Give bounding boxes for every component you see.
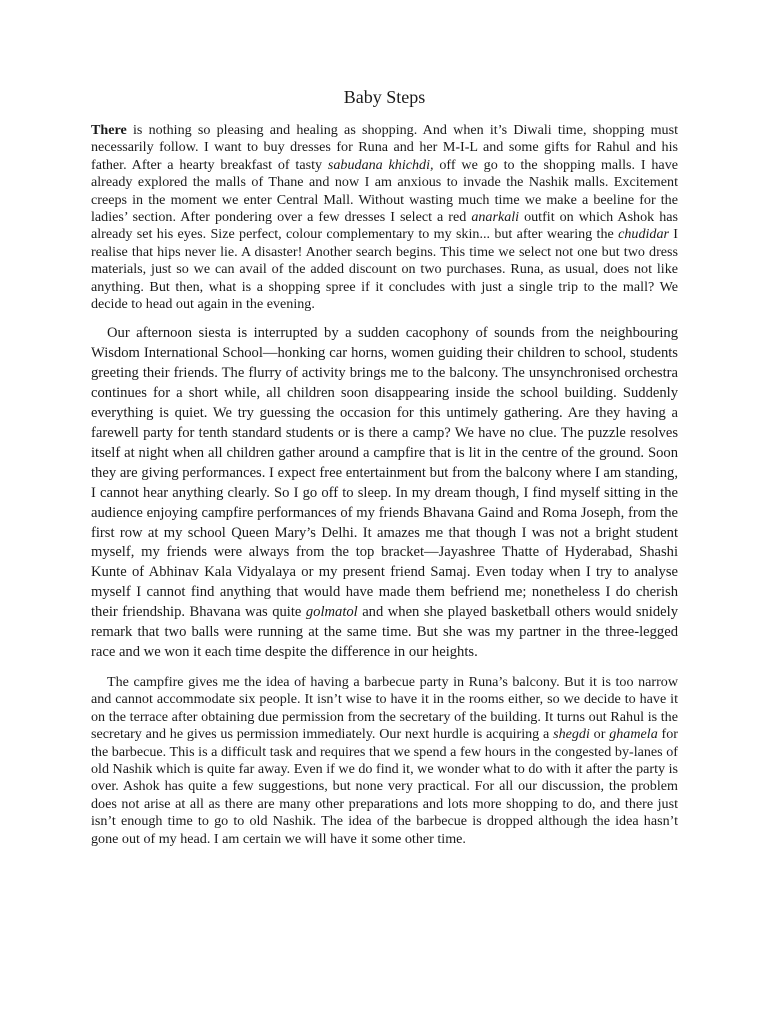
italic-term: shegdi (553, 726, 590, 743)
text-run: outfit on which Ashok has already set his eyes. Size perfect, colour complementary to my skin... but after wearing the (91, 209, 678, 243)
paragraph-3 (91, 674, 678, 848)
text-run: off we go to the shopping malls. I have already explored the malls of Thane and now I am anxious to invade the Nashik malls. Excitement creeps in the moment we enter Central Mall. Without wasting much time we make a beeline for the ladies’ section. After pondering over a few dresses I select a red (91, 156, 678, 226)
paragraph-1 (91, 122, 678, 313)
document-title: Baby Steps (343, 87, 426, 107)
lead-word: There (91, 122, 127, 138)
paragraph-2 (91, 324, 678, 662)
italic-term: chudidar (618, 226, 669, 243)
italic-term: sabudana khichdi, (327, 156, 434, 173)
text-run: I realise that hips never lie. A disaster! Another search begins. This time we select not one but two dress materials, just so we can avail of the added discount on two purchases. Runa, as usual, does not like anything. But then, what is a shopping spree if it concludes with just a single trip to the mall? We decide to head out again in the evening. (91, 226, 679, 313)
italic-term: golmatol (305, 604, 358, 621)
text-run: is nothing so pleasing and healing as shopping. And when it’s Diwali time, shopping must necessarily follow. I want to buy dresses for Runa and her M-I-L and some gifts for Rahul and his father. After a hearty breakfast of tasty (91, 122, 678, 173)
text-run: and when she played basketball others would snidely remark that two balls were running at the same time. But she was my partner in the three-legged race and we won it each time despite the difference in our heights. (91, 604, 678, 660)
italic-term: anarkali (471, 209, 520, 226)
text-run: for the barbecue. This is a difficult task and requires that we spend a few hours in the congested by-lanes of old Nashik which is quite far away. Even if we do find it, we wonder what to do with it after the party is over. Ashok has quite a few suggestions, but none very practical. For all our discussion, the problem does not arise at all as there are many other preparations and lots more shopping to do, and there just isn’t enough time to go to old Nashik. The idea of the barbecue is dropped although the idea hasn’t gone out of my head. I am certain we will have it some other time. (91, 726, 678, 847)
text-run: Our afternoon siesta is interrupted by a sudden cacophony of sounds from the neighbouring Wisdom International School—honking car horns, women guiding their children to school, students greeting their friends. The flurry of activity brings me to the balcony. The unsynchronised orchestra continues for a short while, all children soon disappearing inside the school building. Suddenly everything is quiet. We try guessing the occasion for this untimely gathering. Are they having a farewell party for tenth standard students or is there a camp? We have no clue. The puzzle resolves itself at night when all children gather around a campfire that is lit in the centre of the ground. Soon they are giving performances. I expect free entertainment but from the balcony where I am standing, I cannot hear anything clearly. So I go off to sleep. In my dream though, I find myself sitting in the audience enjoying campfire performances of my friends Bhavana Gaind and Roma Joseph, from the first row at my school Queen Mary’s Delhi. It amazes me that though I was not a bright student myself, my friends were always from the top bracket—Jayashree Thatte of Hyderabad, Shashi Kunte of Abhinav Kala Vidyalaya or my present friend Samaj. Even today when I try to analyse myself I cannot find anything that would have made them befriend me; nonetheless I do cherish their friendship. Bhavana was quite (91, 325, 678, 621)
document-page (91, 86, 678, 848)
italic-term: ghamela (609, 726, 658, 743)
text-run: or (589, 726, 610, 743)
text-run: The campfire gives me the idea of having a barbecue party in Runa’s balcony. But it is too narrow and cannot accommodate six people. It isn’t wise to have it in the rooms either, so we decide to have it on the terrace after obtaining due permission from the secretary of the building. It turns out Rahul is the secretary and he gives us permission immediately. Our next hurdle is acquiring a (91, 673, 678, 743)
